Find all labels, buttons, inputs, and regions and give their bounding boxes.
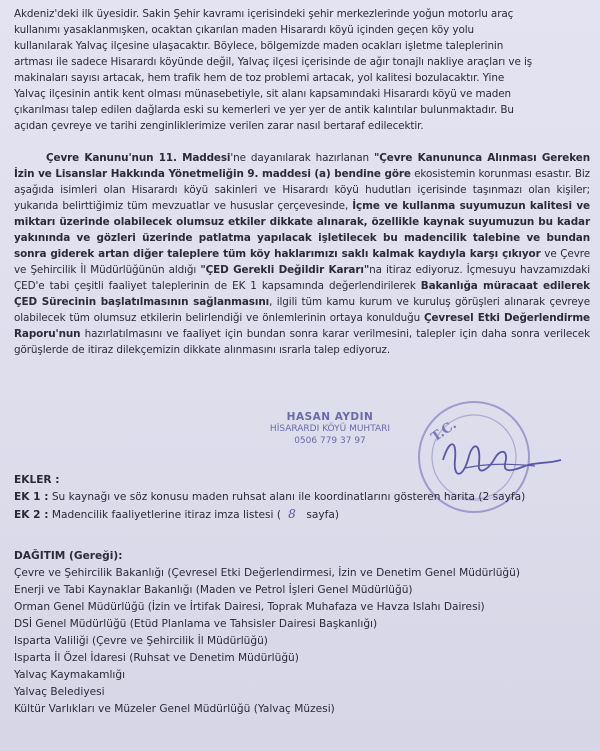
ced-decision-reference: "ÇED Gerekli Değildir Kararı" (200, 264, 370, 276)
attachment-item-2 (14, 506, 525, 524)
distribution-section (14, 548, 520, 718)
signer-title: HİSARARDI KÖYÜ MUHTARI (269, 424, 391, 434)
paragraph-1-line: kullanımı yasaklanmışken, ocaktan çıkarılan maden Hisarardı köyü içinden geçen köy yolu (14, 24, 474, 36)
attachments-heading: EKLER : (14, 474, 60, 486)
paragraph-2-text: hazırlatılmasını ve faaliyet için bundan sonra karar verilmesini, talepler için daha sonra verilecek görüşlerde de itiraz dilekçemizin dikkate alınmasını ısrarla talep ediyoruz. (14, 328, 590, 356)
distribution-item: Çevre ve Şehircilik Bakanlığı (Çevresel Etki Değerlendirmesi, İzin ve Denetim Genel Müdürlüğü) (14, 567, 520, 579)
ced-report-reference: Çevresel Etki Değerlendirme Raporu'nun (14, 312, 590, 340)
paragraph-2-text: ekosistemin korunması esastır. Biz aşağıda isimleri olan Hisarardı köyü sakinleri ve Hisarardı köyü hudutları içerisinde taşınmazı olan kişiler; yukarıda belirttiğimiz tüm mevzuatlar ve hususlar çerçevesinde, (14, 168, 590, 212)
attachment-text: sayfa) (303, 509, 340, 521)
distribution-item: Enerji ve Tabi Kaynaklar Bakanlığı (Maden ve Petrol İşleri Genel Müdürlüğü) (14, 584, 413, 596)
paragraph-1 (14, 6, 590, 150)
attachment-item-1 (14, 489, 525, 506)
objection-statement: İçme ve kullanma suyumuzun kalitesi ve miktarı üzerinde olabilecek olumsuz etkiler dikkate alınarak, özellikle kaynak suyumuzun bu kadar yakınında ve gözleri üzerinde patlatma yapılacak işletilecek bu madencilik talebine ve bundan sonra giderek artan diğer taleplere tüm köy haklarımızı saklı kalmak kaydıyla karşı çıkıyor (14, 200, 590, 260)
signature-block (260, 411, 400, 447)
paragraph-2 (14, 150, 590, 358)
distribution-item: Isparta İl Özel İdaresi (Ruhsat ve Denetim Müdürlüğü) (14, 652, 299, 664)
attachments-section (14, 472, 525, 524)
paragraph-2-text: , ilgili tüm kamu kurum ve kuruluş görüşleri alınarak çevreye olabilecek tüm olumsuz etkilerin belirlendiği ve önlemlerinin ortaya konulduğu (14, 296, 590, 324)
paragraph-1-line: Akdeniz'deki ilk üyesidir. Sakin Şehir kavramı içerisindeki şehir merkezlerinde yoğun motorlu araç (14, 8, 514, 20)
paragraph-2-text: na itiraz ediyoruz. İçmesuyu havzamızdaki ÇED'e tabi çeşitli faaliyet taleplerinin de EK 1 kapsamında değerlendirilerek (14, 264, 591, 292)
paragraph-1-line: Yalvaç ilçesinin antik kent olması münasebetiyle, sit alanı kapsamındaki Hisarardı köyü ve maden (14, 88, 512, 100)
paragraph-1-line: artması ile sadece Hisarardı köyünde değil, Yalvaç ilçesi içerisinde de ağır tonajlı nakliye araçları ve iş (14, 56, 533, 68)
distribution-item: Orman Genel Müdürlüğü (İzin ve İrtifak Dairesi, Toprak Muhafaza ve Havza Islahı Dairesi) (14, 601, 485, 613)
ced-process-request: Bakanlığa müracaat edilerek ÇED Sürecinin başlatılmasının sağlanmasını (14, 280, 590, 308)
paragraph-1-line: makinaları sayısı artacak, hem trafik hem de toz problemi artacak, yol kalitesi bozulacaktır. Yine (14, 72, 505, 84)
paragraph-2-text: ve Çevre ve Şehircilik İl Müdürlüğünün aldığı (14, 248, 590, 276)
distribution-item: Isparta Valiliği (Çevre ve Şehircilik İl Müdürlüğü) (14, 635, 268, 647)
signer-name: HASAN AYDIN (286, 411, 374, 423)
distribution-item: Kültür Varlıkları ve Müzeler Genel Müdürlüğü (Yalvaç Müzesi) (14, 703, 335, 715)
regulation-reference: "Çevre Kanununca Alınması Gereken İzin ve Lisanslar Hakkında Yönetmeliğin 9. maddesi (a) bendine göre (14, 152, 591, 180)
paragraph-1-line: kullanılarak Yalvaç ilçesine ulaşacaktır. Böylece, bölgemizde maden ocakları işletme taleplerinin (14, 40, 504, 52)
law-reference: Çevre Kanunu'nun 11. Maddesi (46, 152, 231, 164)
paragraph-1-line: çıkarılması talep edilen dağlarda eski su kemerleri ve yer yer de antik kalıntılar bulunmaktadır. Bu (14, 104, 514, 116)
signer-phone: 0506 779 37 97 (294, 436, 366, 446)
distribution-item: Yalvaç Kaymakamlığı (14, 669, 126, 681)
paragraph-2-text: 'ne dayanılarak hazırlanan (230, 152, 374, 164)
attachment-key: EK 2 : (14, 509, 49, 521)
distribution-heading: DAĞITIM (Gereği): (14, 550, 123, 562)
distribution-item: DSİ Genel Müdürlüğü (Etüd Planlama ve Tahsisler Dairesi Başkanlığı) (14, 618, 378, 630)
paragraph-1-line: açıdan çevreye ve tarihi zenginliklerimize verilen zarar nasıl bertaraf edilecektir. (14, 120, 424, 132)
distribution-item: Yalvaç Belediyesi (14, 686, 105, 698)
attachment-text: Su kaynağı ve söz konusu maden ruhsat alanı ile koordinatlarını gösteren harita (2 sayfa) (51, 491, 526, 503)
attachment-text: Madencilik faaliyetlerine itiraz imza listesi ( (51, 509, 281, 521)
handwritten-page-count: 8 (288, 507, 296, 521)
attachment-key: EK 1 : (14, 491, 49, 503)
stamp-text: T.C. (428, 417, 460, 446)
